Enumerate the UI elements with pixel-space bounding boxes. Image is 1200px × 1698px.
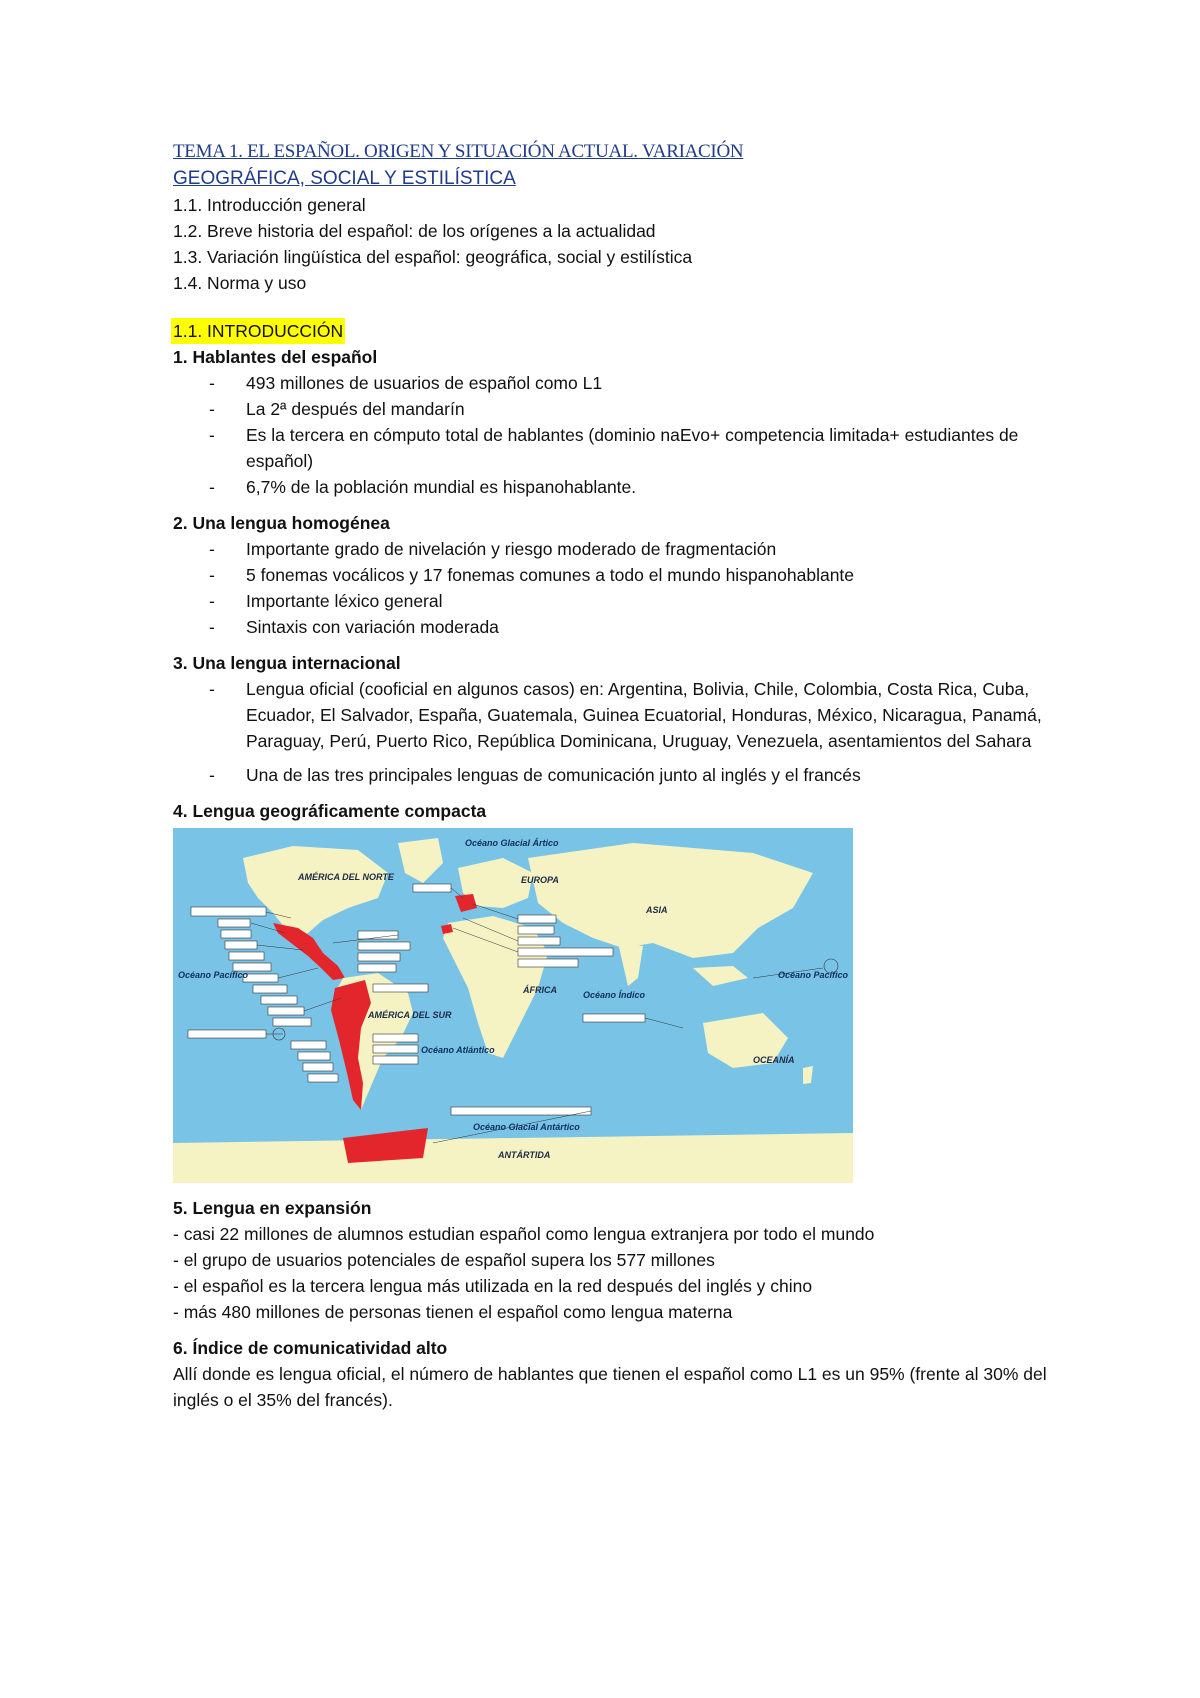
list-item: - La 2ª después del mandarín	[173, 396, 1053, 422]
section-heading-6: 6. Índice de comunicatividad alto	[173, 1338, 448, 1358]
map-label-europe: EUROPA	[521, 875, 559, 885]
map-label-oceania: OCEANÍA	[753, 1055, 795, 1065]
table-of-contents	[173, 192, 1053, 296]
toc-item: 1.4. Norma y uso	[173, 273, 307, 293]
list-item: - Sintaxis con variación moderada	[173, 614, 1053, 640]
map-label-arctic: Océano Glacial Ártico	[465, 838, 559, 848]
list-item: - Importante léxico general	[173, 588, 1053, 614]
map-label-pacific-west: Océano Pacífico	[178, 970, 249, 980]
section-heading-4: 4. Lengua geográficamente compacta	[173, 801, 487, 821]
section-heading-1: 1. Hablantes del español	[173, 347, 378, 367]
list-item: - 5 fonemas vocálicos y 17 fonemas comunes a todo el mundo hispanohablante	[173, 562, 1053, 588]
list-item: - 6,7% de la población mundial es hispanohablante.	[173, 474, 1053, 500]
document-title	[173, 138, 1053, 192]
intro-heading: 1.1. INTRODUCCIÓN	[171, 318, 345, 344]
world-map-graphic	[173, 828, 853, 1183]
section-heading-2: 2. Una lengua homogénea	[173, 513, 390, 533]
toc-item: 1.1. Introducción general	[173, 195, 366, 215]
map-label-antarctic-ocean: Océano Glacial Antártico	[473, 1122, 580, 1132]
title-line-2: GEOGRÁFICA, SOCIAL Y ESTILÍSTICA	[173, 168, 516, 189]
list-item: - Importante grado de nivelación y riesgo moderado de fragmentación	[173, 536, 1053, 562]
map-label-indian: Océano Índico	[583, 990, 646, 1000]
world-map	[173, 828, 853, 1183]
title-line-1: TEMA 1. EL ESPAÑOL. ORIGEN Y SITUACIÓN ACTUAL. VARIACIÓN	[173, 141, 744, 162]
list-item: - Lengua oficial (cooficial en algunos casos) en: Argentina, Bolivia, Chile, Colombia, Costa Rica, Cuba, Ecuador, El Salvador, España, Guatemala, Guinea Ecuatorial, Honduras, México, Nicaragua, Panamá, Paraguay, Perú, Puerto Rico, República Dominicana, Uruguay, Venezuela, asentamientos del Sahara	[173, 676, 1053, 754]
bullet-list-2	[173, 536, 1053, 640]
map-label-north-america: AMÉRICA DEL NORTE	[298, 872, 394, 882]
text-line: - más 480 millones de personas tienen el español como lengua materna	[173, 1302, 733, 1322]
toc-item: 1.3. Variación lingüística del español: geográfica, social y estilística	[173, 247, 693, 267]
bullet-list-1	[173, 370, 1053, 500]
text-line: - el español es la tercera lengua más utilizada en la red después del inglés y chino	[173, 1276, 813, 1296]
map-label-pacific-east: Océano Pacífico	[778, 970, 849, 980]
list-item: - Es la tercera en cómputo total de hablantes (dominio naEvo+ competencia limitada+ estudiantes de español)	[173, 422, 1053, 474]
expansion-lines	[173, 1221, 1053, 1325]
toc-item: 1.2. Breve historia del español: de los orígenes a la actualidad	[173, 221, 656, 241]
text-line: - el grupo de usuarios potenciales de español supera los 577 millones	[173, 1250, 715, 1270]
map-label-atlantic: Océano Atlántico	[421, 1045, 495, 1055]
document-page	[173, 138, 1053, 1413]
list-item: - 493 millones de usuarios de español como L1	[173, 370, 1053, 396]
section-heading-5: 5. Lengua en expansión	[173, 1198, 372, 1218]
map-label-south-america: AMÉRICA DEL SUR	[368, 1010, 452, 1020]
text-line: - casi 22 millones de alumnos estudian español como lengua extranjera por todo el mundo	[173, 1224, 875, 1244]
map-label-africa: ÁFRICA	[523, 985, 557, 995]
paragraph: Allí donde es lengua oficial, el número de hablantes que tienen el español como L1 es un 95% (frente al 30% del inglés o el 35% del francés).	[173, 1364, 1047, 1410]
map-label-asia: ASIA	[646, 905, 668, 915]
list-item: - Una de las tres principales lenguas de comunicación junto al inglés y el francés	[173, 762, 1053, 788]
bullet-list-3	[173, 676, 1053, 788]
map-label-antarctica: ANTÁRTIDA	[498, 1150, 551, 1160]
section-heading-3: 3. Una lengua internacional	[173, 653, 401, 673]
